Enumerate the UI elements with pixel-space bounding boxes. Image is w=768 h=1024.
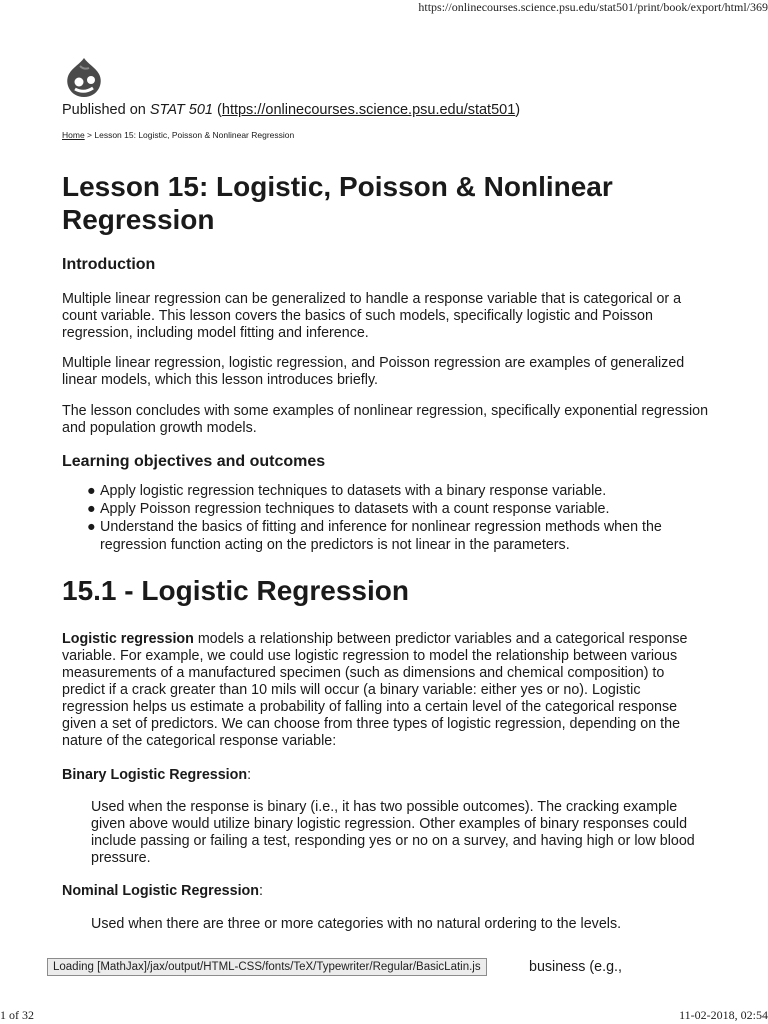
breadcrumb-separator: > (84, 130, 95, 140)
list-item (87, 518, 710, 554)
breadcrumb-home-link[interactable]: Home (62, 130, 85, 140)
page-content (62, 56, 710, 933)
section-intro-text: models a relationship between predictor variables and a categorical response variable. For example, we could use logistic regression to model the relationship between various measurements of a manufactured specimen (such as dimensions and chemical composition) to predict if a crack greater than 10 mils will occur (a binary variable: either yes or no). Logistic regression helps us estimate a probability of falling into a certain level of the categorical response given a set of predictors. We can choose from three types of logistic regression, depending on the nature of the categorical response variable: (62, 631, 688, 749)
published-open-paren: ( (213, 102, 222, 118)
mathjax-loading-status: Loading [MathJax]/jax/output/HTML-CSS/fonts/TeX/Typewriter/Regular/BasicLatin.js (47, 958, 487, 976)
intro-paragraph-1: Multiple linear regression can be generalized to handle a response variable that is categorical or a count variable. This lesson covers the basics of such models, specifically logistic and Poisson regression, including model fitting and inference. (62, 291, 682, 341)
objectives-heading: Learning objectives and outcomes (62, 453, 326, 470)
nominal-label (62, 883, 710, 899)
section-intro-paragraph (62, 631, 710, 750)
bullet-icon: ● (87, 483, 96, 499)
page-number: 1 of 32 (0, 1008, 34, 1022)
published-prefix: Published on (62, 102, 150, 118)
bullet-icon: ● (87, 501, 96, 517)
site-url-link[interactable]: https://onlinecourses.science.psu.edu/stat501 (221, 102, 516, 118)
print-url: https://onlinecourses.science.psu.edu/stat501/print/book/export/html/369 (418, 0, 768, 14)
intro-paragraph-2: Multiple linear regression, logistic regression, and Poisson regression are examples of generalized linear models, which this lesson introduces briefly. (62, 355, 685, 388)
section-heading: 15.1 - Logistic Regression (62, 575, 409, 606)
nominal-label-text: Nominal Logistic Regression (62, 883, 260, 899)
list-item (87, 482, 710, 500)
print-timestamp: 11-02-2018, 02:54 (679, 1008, 768, 1022)
published-close-paren: ) (515, 102, 521, 118)
breadcrumb (62, 130, 710, 140)
list-item-text: Apply Poisson regression techniques to datasets with a count response variable. (100, 501, 610, 517)
page-title: Lesson 15: Logistic, Poisson & Nonlinear Regression (62, 171, 613, 235)
drupal-drop-icon (62, 56, 106, 100)
binary-label-colon: : (247, 767, 252, 783)
list-item (87, 500, 710, 518)
truncated-text: business (e.g., (529, 959, 622, 975)
introduction-heading: Introduction (62, 256, 156, 273)
binary-description: Used when the response is binary (i.e., it has two possible outcomes). The cracking example given above would utilize binary logistic regression. Other examples of binary responses could include passing or failing a test, responding yes or no on a survey, and having high or low blood pressure. (91, 799, 695, 866)
nominal-description: Used when there are three or more categories with no natural ordering to the levels. (91, 916, 622, 932)
objectives-list (62, 482, 710, 554)
site-name: STAT 501 (149, 102, 214, 118)
list-item-text: Understand the basics of fitting and inference for nonlinear regression methods when the regression function acting on the predictors is not linear in the parameters. (100, 519, 662, 553)
binary-label (62, 767, 710, 783)
list-item-text: Apply logistic regression techniques to datasets with a binary response variable. (100, 483, 607, 499)
binary-label-text: Binary Logistic Regression (62, 767, 248, 783)
bullet-icon: ● (87, 519, 96, 535)
breadcrumb-current: Lesson 15: Logistic, Poisson & Nonlinear Regression (94, 130, 295, 140)
intro-paragraph-3: The lesson concludes with some examples of nonlinear regression, specifically exponential regression and population growth models. (62, 403, 709, 436)
logistic-regression-term: Logistic regression (62, 631, 194, 647)
nominal-label-colon: : (259, 883, 263, 899)
published-line (62, 102, 710, 118)
